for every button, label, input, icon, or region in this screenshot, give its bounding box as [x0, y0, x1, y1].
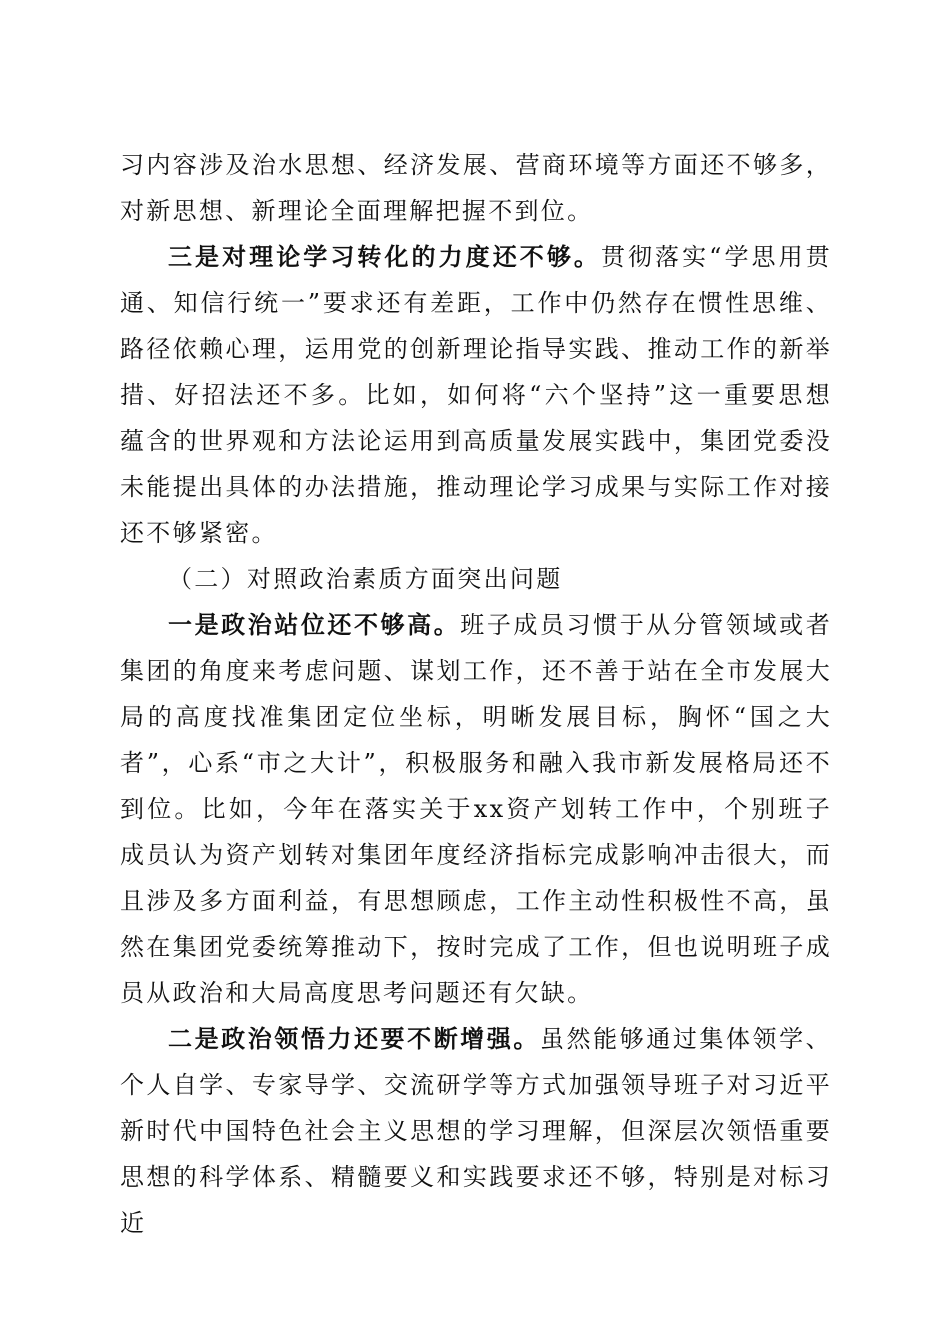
paragraph-political-stance-lead: 一是政治站位还不够高。 — [168, 610, 461, 639]
paragraph-study-content — [120, 142, 832, 234]
paragraph-theory-transformation-lead: 三是对理论学习转化的力度还不够。 — [168, 242, 601, 271]
paragraph-political-stance-text: 班子成员习惯于从分管领域或者集团的角度来考虑问题、谋划工作，还不善于站在全市发展大局的高度找准集团定位坐标，明晰发展目标，胸怀“国之大者”，心系“市之大计”，积极服务和融入我市新发展格局还不到位。比如，今年在落实关于xx资产划转工作中，个别班子成员认为资产划转对集团年度经济指标完成影响冲击很大，而且涉及多方面利益，有思想顾虑，工作主动性积极性不高，虽然在集团党委统筹推动下，按时完成了工作，但也说明班子成员从政治和大局高度思考问题还有欠缺。 — [120, 611, 832, 1007]
document-body — [120, 142, 832, 1246]
paragraph-political-comprehension-text: 虽然能够通过集体领学、个人自学、专家导学、交流研学等方式加强领导班子对习近平新时代中国特色社会主义思想的学习理解，但深层次领悟重要思想的科学体系、精髓要义和实践要求还不够，特别是对标习近 — [120, 1025, 832, 1237]
paragraph-political-stance — [120, 602, 832, 1016]
paragraph-theory-transformation-text: 贯彻落实“学思用贯通、知信行统一”要求还有差距，工作中仍然存在惯性思维、路径依赖心理，运用党的创新理论指导实践、推动工作的新举措、好招法还不多。比如，如何将“六个坚持”这一重要思想蕴含的世界观和方法论运用到高质量发展实践中，集团党委没未能提出具体的办法措施，推动理论学习成果与实际工作对接还不够紧密。 — [120, 243, 832, 547]
paragraph-political-comprehension — [120, 1016, 832, 1246]
paragraph-theory-transformation — [120, 234, 832, 556]
paragraph-political-comprehension-lead: 二是政治领悟力还要不断增强。 — [168, 1024, 540, 1053]
section-heading-text: （二）对照政治素质方面突出问题 — [168, 565, 563, 593]
paragraph-study-content-text: 习内容涉及治水思想、经济发展、营商环境等方面还不够多，对新思想、新理论全面理解把握不到位。 — [120, 151, 832, 225]
section-heading-political-quality — [120, 556, 832, 602]
